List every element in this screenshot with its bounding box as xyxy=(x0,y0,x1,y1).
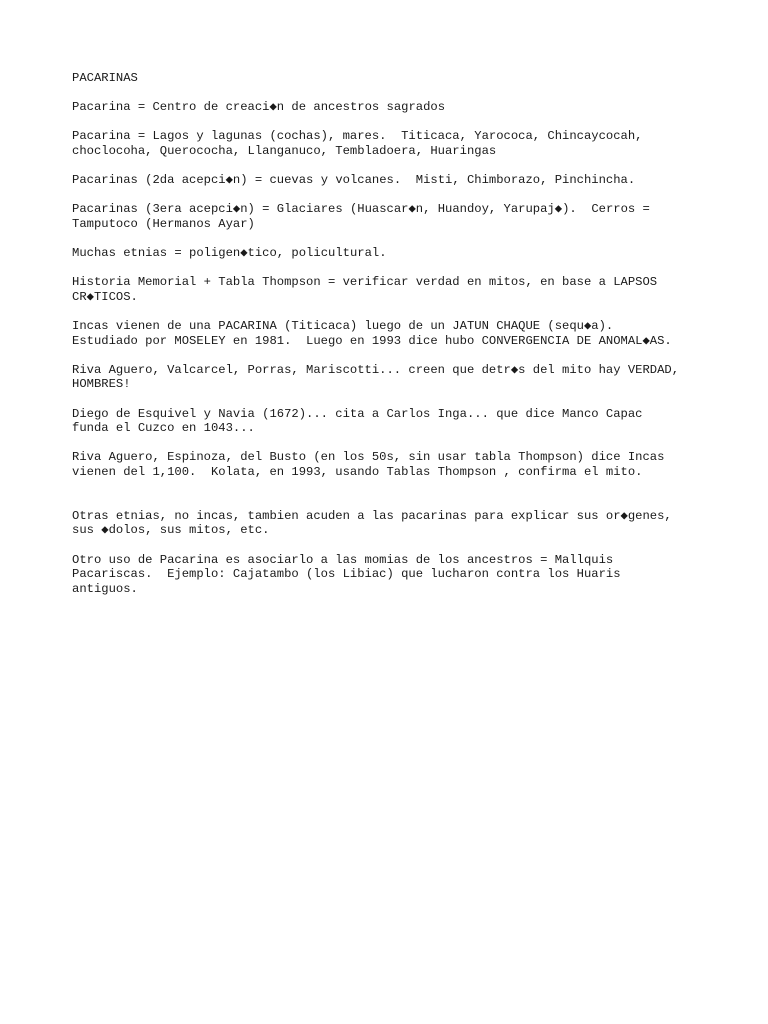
paragraph-line: Riva Aguero, Espinoza, del Busto (en los 50s, sin usar tabla Thompson) dice Incas xyxy=(72,450,665,465)
paragraph-segunda-acepcion xyxy=(72,173,732,188)
paragraph-line: Incas vienen de una PACARINA (Titicaca) luego de un JATUN CHAQUE (sequ◆a). xyxy=(72,319,614,334)
paragraph-line: Muchas etnias = poligen◆tico, policultural. xyxy=(72,246,387,261)
paragraph-line: Historia Memorial + Tabla Thompson = verificar verdad en mitos, en base a LAPSOS xyxy=(72,275,658,290)
paragraph-line: choclocoha, Querococha, Llanganuco, Tembladoera, Huaringas xyxy=(72,143,497,158)
paragraph-line: Pacarina = Lagos y lagunas (cochas), mares. Titicaca, Yarococa, Chincaycocah, xyxy=(72,129,643,144)
paragraph-historia-memorial xyxy=(72,275,732,304)
paragraph-line: Riva Aguero, Valcarcel, Porras, Mariscotti... creen que detr◆s del mito hay VERDAD, xyxy=(72,362,680,377)
paragraph-centro-de-creacion xyxy=(72,100,732,115)
paragraph-otras-etnias xyxy=(72,509,732,538)
paragraph-line: HOMBRES! xyxy=(72,377,131,392)
paragraph-otro-uso xyxy=(72,553,732,597)
paragraph-riva-aguero-espinoza xyxy=(72,450,732,479)
title-line: PACARINAS xyxy=(72,71,138,85)
paragraph-tercera-acepcion xyxy=(72,202,732,231)
paragraph-incas-vienen xyxy=(72,319,732,348)
paragraph-line: funda el Cuzco en 1043... xyxy=(72,421,255,436)
paragraph-diego-de-esquivel xyxy=(72,407,732,436)
paragraph-line: Pacarinas (2da acepci◆n) = cuevas y volcanes. Misti, Chimborazo, Pinchincha. xyxy=(72,173,636,188)
document-title xyxy=(72,71,732,86)
document-body xyxy=(72,71,732,611)
paragraph-line: Diego de Esquivel y Navia (1672)... cita a Carlos Inga... que dice Manco Capac xyxy=(72,406,643,421)
paragraph-line: Pacariscas. Ejemplo: Cajatambo (los Libiac) que lucharon contra los Huaris xyxy=(72,567,621,582)
paragraph-line: Pacarina = Centro de creaci◆n de ancestros sagrados xyxy=(72,100,446,115)
paragraph-line: Estudiado por MOSELEY en 1981. Luego en 1993 dice hubo CONVERGENCIA DE ANOMAL◆AS. xyxy=(72,333,672,348)
paragraph-muchas-etnias xyxy=(72,246,732,261)
paragraph-line: CR◆TICOS. xyxy=(72,289,138,304)
paragraph-lagos-y-lagunas xyxy=(72,129,732,158)
paragraph-line: Otras etnias, no incas, tambien acuden a las pacarinas para explicar sus or◆genes, xyxy=(72,508,672,523)
paragraph-riva-aguero-valcarcel xyxy=(72,363,732,392)
paragraph-line: antiguos. xyxy=(72,581,138,596)
paragraph-line: Tamputoco (Hermanos Ayar) xyxy=(72,216,255,231)
paragraph-line: Pacarinas (3era acepci◆n) = Glaciares (Huascar◆n, Huandoy, Yarupaj◆). Cerros = xyxy=(72,202,650,217)
paragraph-line: sus ◆dolos, sus mitos, etc. xyxy=(72,523,270,538)
paragraph-line: Otro uso de Pacarina es asociarlo a las momias de los ancestros = Mallquis xyxy=(72,552,614,567)
paragraph-line: vienen del 1,100. Kolata, en 1993, usando Tablas Thompson , confirma el mito. xyxy=(72,465,643,480)
